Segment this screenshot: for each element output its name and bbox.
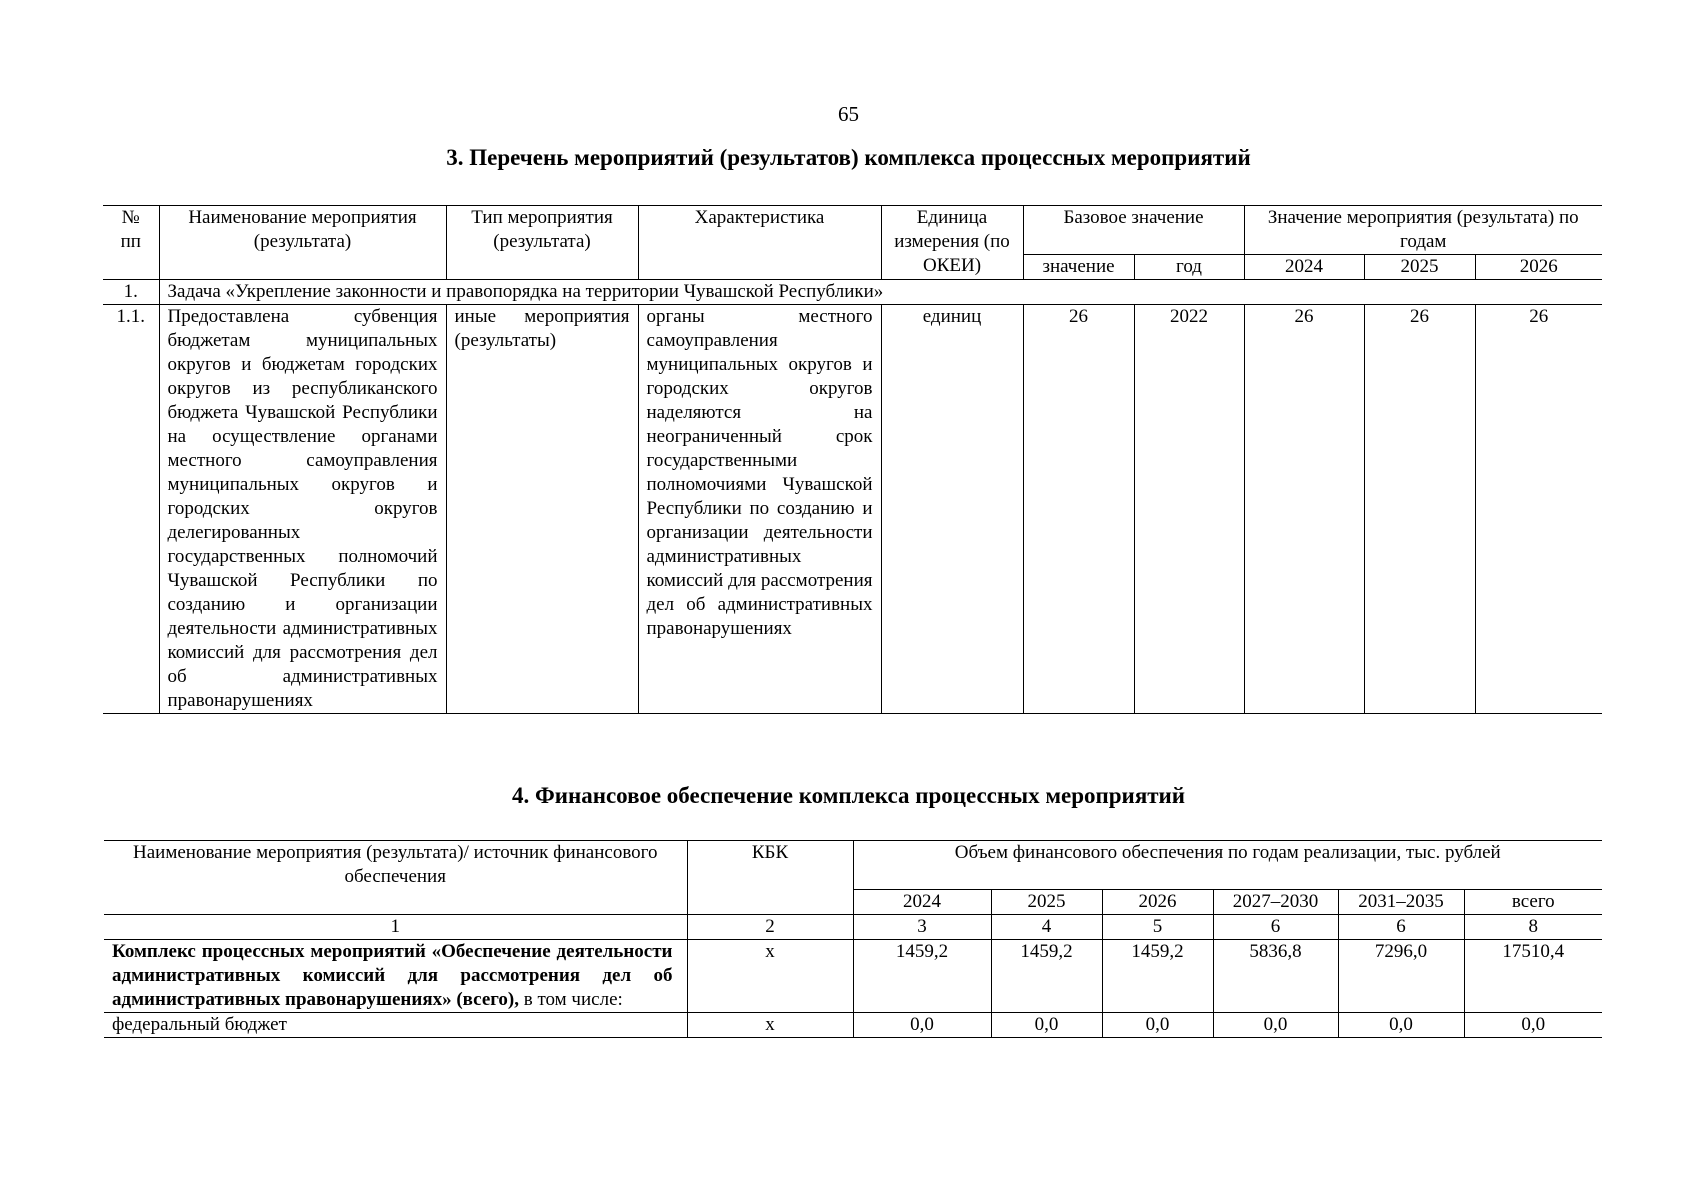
- header-base: Базовое значение: [1023, 206, 1244, 255]
- header-name: Наименование мероприятия (результата)/ источник финансового обеспечения: [104, 841, 687, 915]
- header-type: Тип мероприятия (результата): [446, 206, 638, 280]
- row-value-2025: 1459,2: [991, 940, 1102, 1013]
- row-value-2026: 1459,2: [1102, 940, 1213, 1013]
- header-2027-2030: 2027–2030: [1213, 890, 1338, 915]
- row-num: 1.1.: [103, 305, 159, 714]
- header-characteristic: Характеристика: [638, 206, 881, 280]
- header-total: всего: [1464, 890, 1602, 915]
- column-numbers-row: [104, 915, 1602, 940]
- table-header-row: [104, 841, 1602, 890]
- section-4-title: 4. Финансовое обеспечение комплекса процессных мероприятий: [511, 783, 1186, 808]
- row-value-2025: 26: [1364, 305, 1475, 714]
- row-name: Предоставлена субвенция бюджетам муниципальных округов и бюджетам городских округов из республиканского бюджета Чувашской Республики на осуществление органами местного самоуправления муниципальных округов и городских округов делегированных государственных полномочий Чувашской Республики по созданию и организации деятельности административных комиссий для рассмотрения дел об административных правонарушениях: [159, 305, 446, 714]
- header-2024: 2024: [853, 890, 991, 915]
- col-number: 4: [991, 915, 1102, 940]
- row-name-bold: Комплекс процессных мероприятий «Обеспечение деятельности административных комиссий для рассмотрения дел об административных правонарушениях» (всего),: [112, 941, 673, 1010]
- header-name: Наименование мероприятия (результата): [159, 206, 446, 280]
- header-num: № пп: [103, 206, 159, 280]
- col-number: 8: [1464, 915, 1602, 940]
- table-row: [104, 1013, 1602, 1038]
- row-name-rest: в том числе:: [519, 989, 623, 1010]
- header-2026: 2026: [1102, 890, 1213, 915]
- task-num: 1.: [103, 280, 159, 305]
- row-unit: единиц: [881, 305, 1023, 714]
- col-number: 2: [687, 915, 853, 940]
- col-number: 6: [1338, 915, 1464, 940]
- row-value-2024: 26: [1244, 305, 1364, 714]
- row-value-2027-2030: 5836,8: [1213, 940, 1338, 1013]
- row-name: [104, 940, 687, 1013]
- header-base-year: год: [1134, 255, 1244, 280]
- row-value-2025: 0,0: [991, 1013, 1102, 1038]
- section-3-title: 3. Перечень мероприятий (результатов) комплекса процессных мероприятий: [446, 145, 1251, 170]
- task-row: [103, 280, 1602, 305]
- header-base-value: значение: [1023, 255, 1134, 280]
- table-row: [103, 305, 1602, 714]
- header-2025: 2025: [991, 890, 1102, 915]
- row-value-2026: 0,0: [1102, 1013, 1213, 1038]
- header-2026: 2026: [1475, 255, 1602, 280]
- row-base-year: 2022: [1134, 305, 1244, 714]
- row-characteristic: органы местного самоуправления муниципальных округов и городских округов наделяются на неограниченный срок государственными полномочиями Чувашской Республики по созданию и организации деятельности административных комиссий для рассмотрения дел об административных правонарушениях: [638, 305, 881, 714]
- table-row: [104, 940, 1602, 1013]
- activities-table: [103, 205, 1602, 714]
- row-value-2027-2030: 0,0: [1213, 1013, 1338, 1038]
- row-value-2026: 26: [1475, 305, 1602, 714]
- row-value-2024: 0,0: [853, 1013, 991, 1038]
- header-unit: Единица измерения (по ОКЕИ): [881, 206, 1023, 280]
- row-value-2024: 1459,2: [853, 940, 991, 1013]
- header-2025: 2025: [1364, 255, 1475, 280]
- row-value-2031-2035: 7296,0: [1338, 940, 1464, 1013]
- row-kbk: x: [687, 940, 853, 1013]
- col-number: 5: [1102, 915, 1213, 940]
- header-volume: Объем финансового обеспечения по годам реализации, тыс. рублей: [853, 841, 1602, 890]
- row-value-total: 0,0: [1464, 1013, 1602, 1038]
- row-base-value: 26: [1023, 305, 1134, 714]
- header-2031-2035: 2031–2035: [1338, 890, 1464, 915]
- row-value-total: 17510,4: [1464, 940, 1602, 1013]
- header-2024: 2024: [1244, 255, 1364, 280]
- header-by-years: Значение мероприятия (результата) по годам: [1244, 206, 1602, 255]
- col-number: 3: [853, 915, 991, 940]
- col-number: 6: [1213, 915, 1338, 940]
- table-header-row: [103, 206, 1602, 255]
- financing-table: [104, 840, 1602, 1038]
- row-name: федеральный бюджет: [104, 1013, 687, 1038]
- row-type: иные мероприятия (результаты): [446, 305, 638, 714]
- col-number: 1: [104, 915, 687, 940]
- row-value-2031-2035: 0,0: [1338, 1013, 1464, 1038]
- page-number: 65: [838, 102, 859, 126]
- task-text: Задача «Укрепление законности и правопорядка на территории Чувашской Республики»: [159, 280, 1602, 305]
- row-kbk: x: [687, 1013, 853, 1038]
- header-kbk: КБК: [687, 841, 853, 915]
